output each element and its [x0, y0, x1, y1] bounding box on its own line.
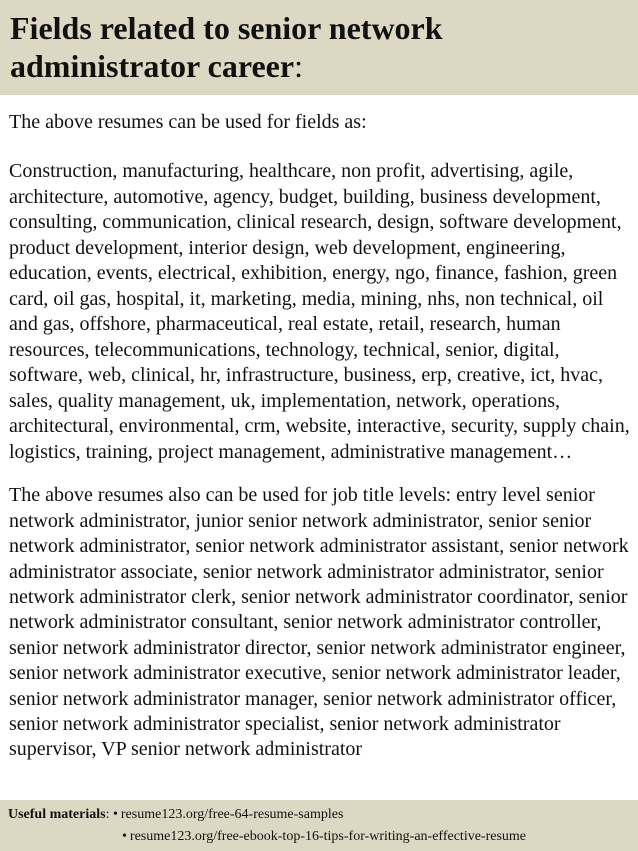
page-title-text: Fields related to senior network administrator career: [10, 10, 443, 84]
footer-link-2[interactable]: resume123.org/free-ebook-top-16-tips-for-writing-an-effective-resume: [129, 829, 527, 844]
useful-materials-label: Useful materials: [8, 807, 106, 822]
footer-link-1[interactable]: resume123.org/free-64-resume-samples: [120, 807, 344, 822]
bullet-icon: •: [112, 807, 118, 822]
intro-paragraph: The above resumes can be used for fields as:: [9, 111, 367, 133]
job-levels-paragraph: The above resumes also can be used for job title levels: entry level senior network administrator, junior senior network administrator, senior senior network administrator, senior network administrator assistant, senior network administrator associate, senior network administrator administrator, senior network administrator clerk, senior network administrator coordinator, senior network administrator consultant, senior network administrator controller, senior network administrator director, senior network administrator engineer, senior network administrator executive, senior network administrator leader, senior network administrator manager, senior network administrator officer, senior network administrator specialist, senior network administrator supervisor, VP senior network administrator: [9, 484, 629, 761]
footer-banner: [0, 800, 638, 851]
page-title: [10, 9, 630, 85]
useful-materials-separator: :: [105, 807, 110, 822]
fields-paragraph: Construction, manufacturing, healthcare, non profit, advertising, agile, architecture, automotive, agency, budget, building, business development, consulting, communication, clinical research, design, software development, product development, interior design, web development, engineering, education, events, electrical, exhibition, energy, ngo, finance, fashion, green card, oil gas, hospital, it, marketing, media, mining, nhs, non technical, oil and gas, offshore, pharmaceutical, real estate, retail, research, human resources, telecommunications, technology, technical, senior, digital, software, web, clinical, hr, infrastructure, business, erp, creative, ict, hvac, sales, quality management, uk, implementation, network, operations, architectural, environmental, crm, website, interactive, security, supply chain, logistics, training, project management, administrative management…: [9, 160, 630, 463]
page-title-colon: :: [294, 48, 303, 84]
footer-line-2: [122, 829, 526, 845]
footer-line-1: [8, 807, 343, 823]
main-content: [9, 110, 631, 800]
bullet-icon: •: [122, 829, 127, 844]
header-banner: [0, 0, 638, 95]
